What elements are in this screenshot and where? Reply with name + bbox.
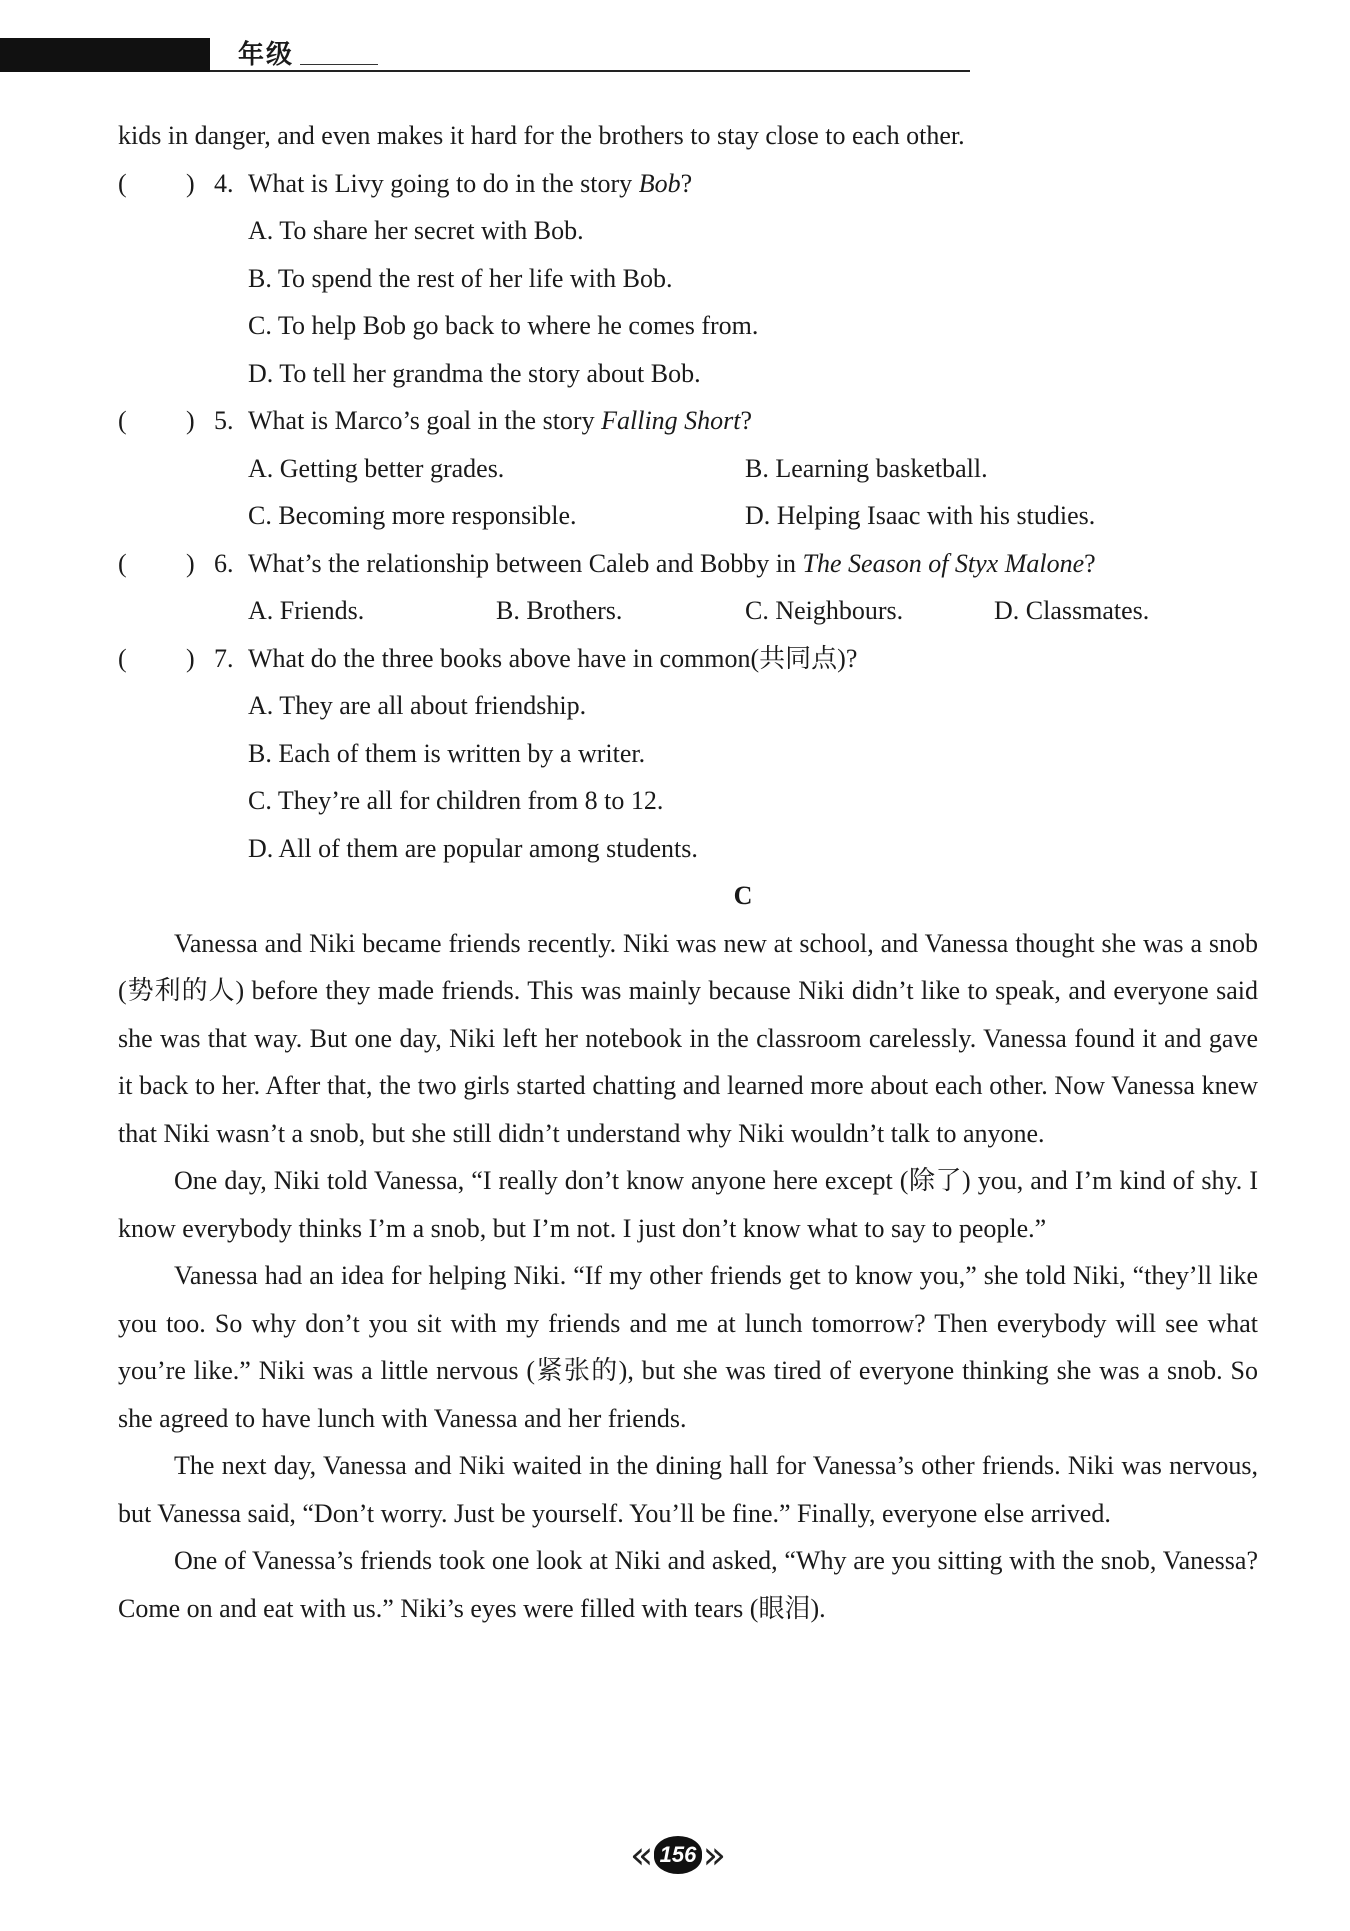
option: D. Helping Isaac with his studies. [745,501,1096,530]
passage-paragraph: One of Vanessa’s friends took one look at Niki and asked, “Why are you sitting with the snob, Vanessa? Come on and eat with us.” Niki’s eyes were filled with tears (眼泪). [118,1546,1258,1623]
passage-paragraph: The next day, Vanessa and Niki waited in the dining hall for Vanessa’s other friends. Niki was nervous, but Vanessa said, “Don’t worry. Just be yourself. You’ll be fine.” Finally, everyone else arrived. [118,1451,1258,1528]
question-text: What do the three books above have in common(共同点)? [248,643,858,673]
answer-paren-open: ( [118,168,127,198]
question-number: 7. [214,643,234,673]
option: D. All of them are popular among students. [248,833,698,863]
header-black-band [0,38,210,72]
answer-paren-open: ( [118,643,127,673]
header-rule [210,70,970,72]
option-row [118,492,1258,540]
question-7 [118,635,1258,683]
question-text: What is Marco’s goal in the story Falling Short? [248,406,753,435]
option: D. To tell her grandma the story about Bob. [248,358,701,388]
book-title: Falling Short [601,406,741,435]
question-6 [118,540,1258,588]
grade-blank-line [300,64,378,65]
option: B. Each of them is written by a writer. [248,738,646,768]
question-number: 4. [214,168,234,198]
option-row [118,445,1258,493]
intro-line: kids in danger, and even makes it hard for the brothers to stay close to each other. [118,121,965,150]
section-title: C [733,881,753,910]
option: C. Becoming more responsible. [248,501,577,530]
question-text: What’s the relationship between Caleb and Bobby in The Season of Styx Malone? [248,548,1096,578]
question-number: 6. [214,548,234,578]
answer-paren-close: ) [186,168,195,198]
book-title: Bob [638,168,681,198]
answer-paren-open: ( [118,406,127,435]
question-4 [118,160,1258,208]
option: D. Classmates. [994,596,1150,625]
option: C. To help Bob go back to where he comes from. [248,311,759,340]
option-row [118,587,1258,635]
passage-paragraph: One day, Niki told Vanessa, “I really don’t know anyone here except (除了) you, and I’m kind of shy. I know everybody thinks I’m a snob, but I’m not. I just don’t know what to say to people.” [118,1166,1258,1243]
answer-paren-open: ( [118,548,127,578]
chevron-left-icon: « [630,1833,654,1877]
option: A. They are all about friendship. [248,691,587,720]
option: B. Brothers. [496,596,623,625]
question-5 [118,397,1258,445]
option: C. They’re all for children from 8 to 12. [248,786,664,815]
option: A. Getting better grades. [248,453,505,483]
option: B. To spend the rest of her life with Bob. [248,263,673,293]
passage-paragraph: Vanessa and Niki became friends recently. Niki was new at school, and Vanessa thought she was a snob (势利的人) before they made friends. This was mainly because Niki didn’t like to speak, and everyone said she was that way. But one day, Niki left her notebook in the classroom carelessly. Vanessa found it and gave it back to her. After that, the two girls started chatting and learned more about each other. Now Vanessa knew that Niki wasn’t a snob, but she still didn’t understand why Niki wouldn’t talk to anyone. [118,928,1258,1148]
page-content [118,112,1258,1632]
option: A. Friends. [248,596,365,625]
page-number-badge [630,1832,726,1878]
page-number: 156 [654,1836,702,1874]
answer-paren-close: ) [186,643,195,673]
passage-paragraph: Vanessa had an idea for helping Niki. “If my other friends get to know you,” she told Niki, “they’ll like you too. So why don’t you sit with my friends and me at lunch tomorrow? Then everybody will see what you’re like.” Niki was a little nervous (紧张的), but she was tired of everyone thinking she was a snob. So she agreed to have lunch with Vanessa and her friends. [118,1261,1258,1433]
question-text: What is Livy going to do in the story Bob? [248,168,693,198]
answer-paren-close: ) [186,548,195,578]
chevron-right-icon: » [702,1833,726,1877]
grade-label: 年级 [238,40,295,70]
question-number: 5. [214,406,234,435]
option: A. To share her secret with Bob. [248,216,584,245]
book-title: The Season of Styx Malone [802,548,1085,578]
option: B. Learning basketball. [745,453,988,483]
answer-paren-close: ) [186,406,195,435]
option: C. Neighbours. [745,596,904,625]
